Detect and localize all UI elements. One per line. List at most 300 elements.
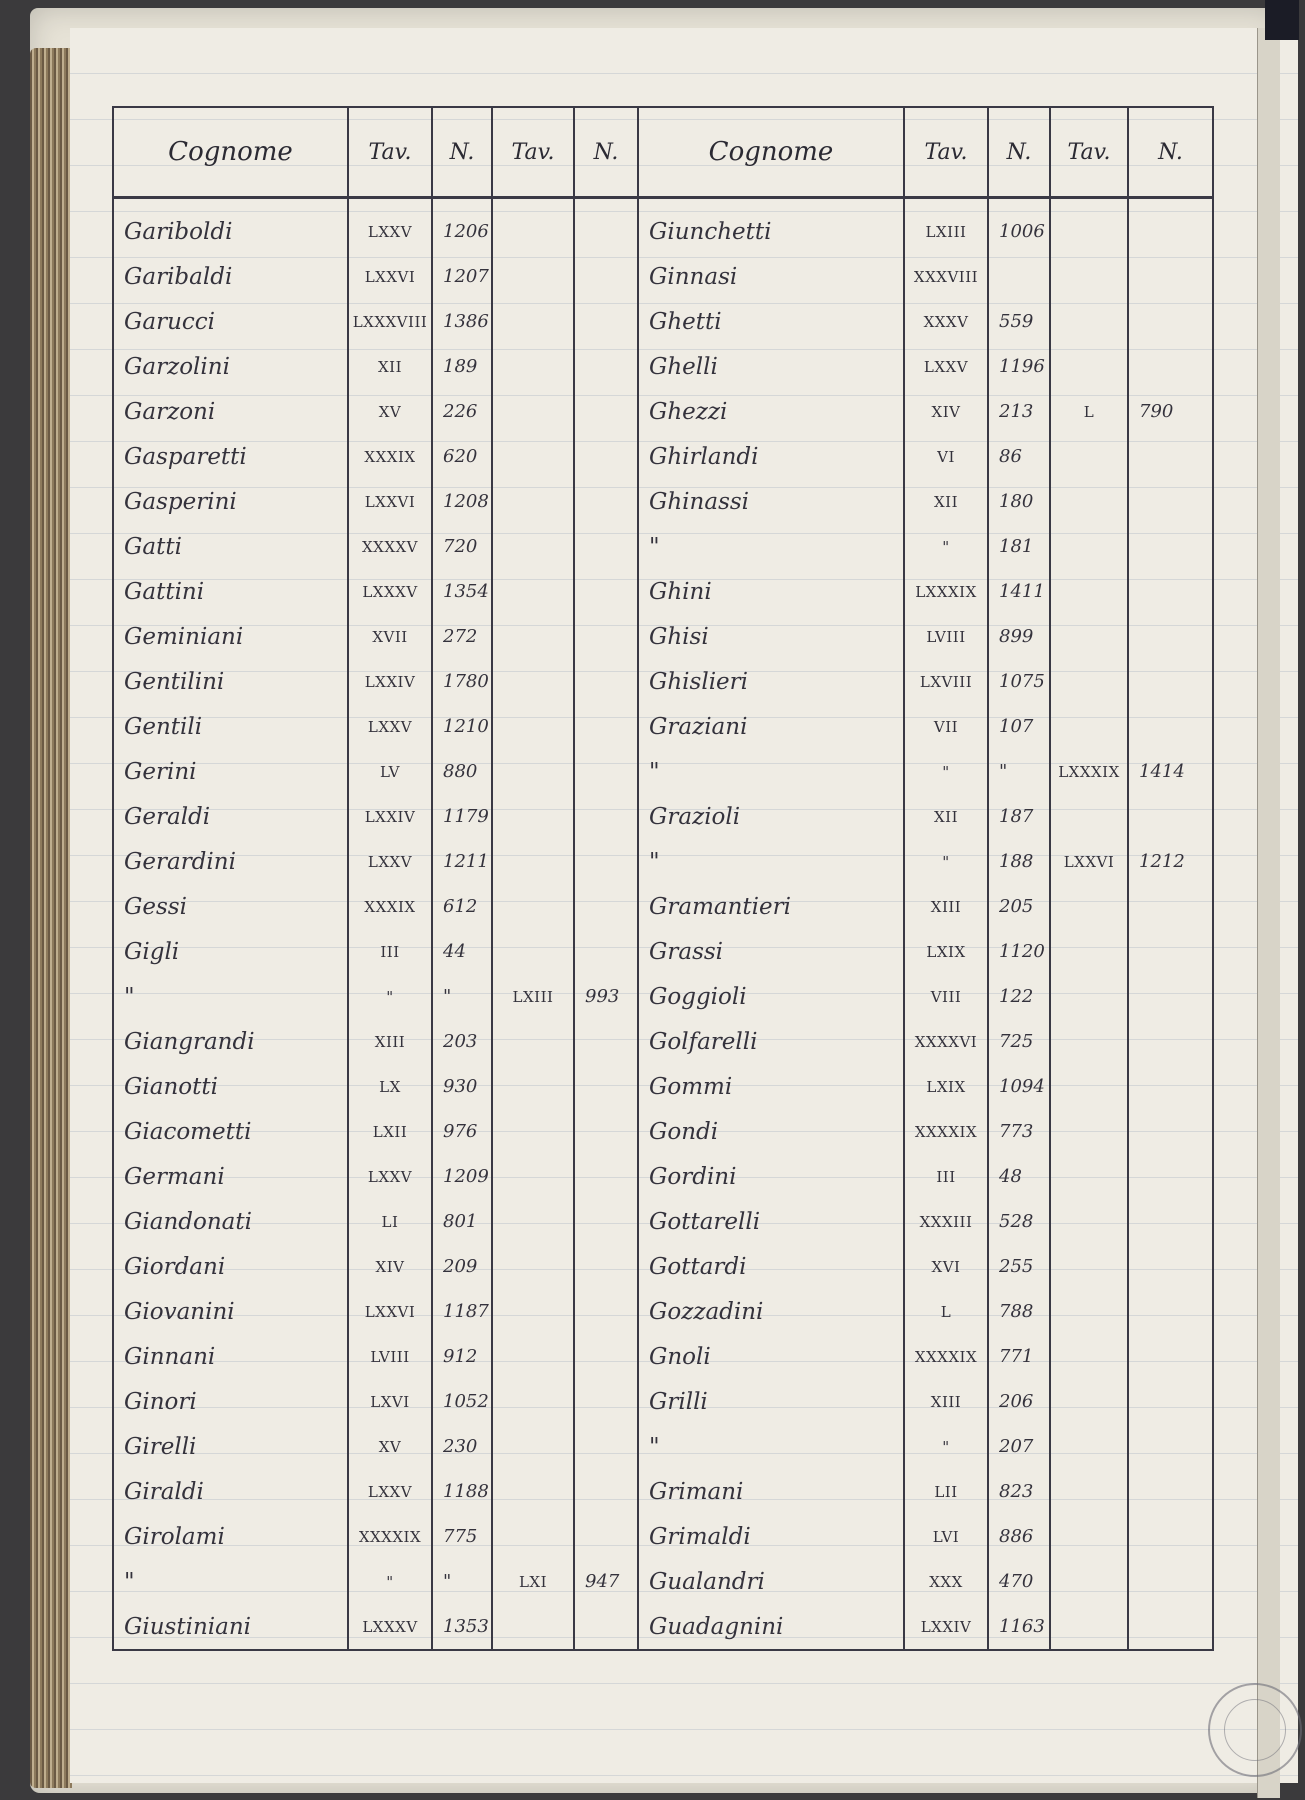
cell-tav2-left xyxy=(492,479,574,524)
cell-tav-right: L xyxy=(904,1289,988,1334)
surname-index-table xyxy=(112,106,1214,1651)
cell-num-left: 209 xyxy=(432,1244,492,1289)
cell-num2-right xyxy=(1128,1379,1213,1424)
table-row xyxy=(113,344,1213,389)
cell-tav-right: " xyxy=(904,1424,988,1469)
cell-tav2-right xyxy=(1050,1199,1128,1244)
cell-num2-left xyxy=(574,344,638,389)
cell-tav2-right xyxy=(1050,1514,1128,1559)
table-row xyxy=(113,254,1213,299)
cell-num2-right xyxy=(1128,659,1213,704)
table-row xyxy=(113,524,1213,569)
cell-surname-right: Grassi xyxy=(638,929,904,974)
cell-num2-left: 993 xyxy=(574,974,638,1019)
cell-surname-left: Giacometti xyxy=(113,1109,348,1154)
cell-surname-left: Garzolini xyxy=(113,344,348,389)
cell-num2-left xyxy=(574,1514,638,1559)
cell-num-right: 188 xyxy=(988,839,1050,884)
cell-tav2-left xyxy=(492,254,574,299)
cell-num-left: 1211 xyxy=(432,839,492,884)
cell-tav-right: III xyxy=(904,1154,988,1199)
cell-tav-left: LXXVI xyxy=(348,479,432,524)
header-surname-right: Cognome xyxy=(638,107,904,198)
cell-tav-left: XXXIX xyxy=(348,434,432,479)
cell-surname-left: Garzoni xyxy=(113,389,348,434)
cell-num-left: 1353 xyxy=(432,1604,492,1650)
table-row xyxy=(113,974,1213,1019)
cell-tav-right: XIV xyxy=(904,389,988,434)
cell-tav-right: LXIX xyxy=(904,1064,988,1109)
table-row xyxy=(113,1334,1213,1379)
cell-surname-left: Garucci xyxy=(113,299,348,344)
cell-surname-left: Giovanini xyxy=(113,1289,348,1334)
cell-tav2-left xyxy=(492,389,574,434)
cell-num2-right xyxy=(1128,1514,1213,1559)
table-row xyxy=(113,1289,1213,1334)
cell-tav2-left xyxy=(492,1199,574,1244)
cell-num-right: 213 xyxy=(988,389,1050,434)
cell-num2-left xyxy=(574,1154,638,1199)
cell-tav2-left xyxy=(492,659,574,704)
cell-num2-right xyxy=(1128,569,1213,614)
cell-surname-right: Guadagnini xyxy=(638,1604,904,1650)
cell-tav-right: LII xyxy=(904,1469,988,1514)
cell-tav-left: XIII xyxy=(348,1019,432,1064)
cell-tav-left: XXXIX xyxy=(348,884,432,929)
cell-surname-right: " xyxy=(638,839,904,884)
cell-num2-left xyxy=(574,1019,638,1064)
cell-num2-left xyxy=(574,1064,638,1109)
cell-num2-right xyxy=(1128,794,1213,839)
cell-tav-left: LI xyxy=(348,1199,432,1244)
cell-tav2-left xyxy=(492,1064,574,1109)
cell-surname-right: Gommi xyxy=(638,1064,904,1109)
cell-tav2-right xyxy=(1050,524,1128,569)
table-header-row xyxy=(113,107,1213,198)
cell-num-right: 1411 xyxy=(988,569,1050,614)
cell-tav2-left xyxy=(492,569,574,614)
cell-tav2-left xyxy=(492,839,574,884)
cell-num-left: 189 xyxy=(432,344,492,389)
cell-surname-left: Gerini xyxy=(113,749,348,794)
cell-tav-right: VI xyxy=(904,434,988,479)
cell-num-right: 107 xyxy=(988,704,1050,749)
cell-tav2-right xyxy=(1050,1019,1128,1064)
table-row xyxy=(113,1559,1213,1604)
cell-tav-right: XXXV xyxy=(904,299,988,344)
cell-num2-right: 1414 xyxy=(1128,749,1213,794)
cell-tav2-left xyxy=(492,1289,574,1334)
cell-tav2-right xyxy=(1050,1109,1128,1154)
table-row xyxy=(113,1604,1213,1650)
header-tav-right: Tav. xyxy=(904,107,988,198)
cell-surname-left: Gianotti xyxy=(113,1064,348,1109)
cell-tav-right: LXIX xyxy=(904,929,988,974)
cell-num-right: 886 xyxy=(988,1514,1050,1559)
cell-tav-left: " xyxy=(348,1559,432,1604)
cell-surname-right: Gottardi xyxy=(638,1244,904,1289)
cell-num-left: 880 xyxy=(432,749,492,794)
table-row xyxy=(113,794,1213,839)
cell-surname-right: Goggioli xyxy=(638,974,904,1019)
cell-tav-left: LXXVI xyxy=(348,1289,432,1334)
cell-surname-left: Gessi xyxy=(113,884,348,929)
cell-tav-right: " xyxy=(904,524,988,569)
cell-num2-left xyxy=(574,524,638,569)
cell-tav-right: VII xyxy=(904,704,988,749)
cell-num-right: 823 xyxy=(988,1469,1050,1514)
cell-tav-left: LXII xyxy=(348,1109,432,1154)
cell-surname-right: Ghezzi xyxy=(638,389,904,434)
cell-tav-left: XV xyxy=(348,1424,432,1469)
cell-tav2-right xyxy=(1050,1469,1128,1514)
cell-tav2-left xyxy=(492,1514,574,1559)
cell-tav-right: LVIII xyxy=(904,614,988,659)
cell-surname-right: Ghini xyxy=(638,569,904,614)
cell-tav-left: LXXV xyxy=(348,209,432,254)
cell-num2-left xyxy=(574,254,638,299)
cell-num2-left: 947 xyxy=(574,1559,638,1604)
table-row xyxy=(113,434,1213,479)
cell-tav-right: XXX xyxy=(904,1559,988,1604)
cell-tav2-right xyxy=(1050,974,1128,1019)
cell-num2-left xyxy=(574,1244,638,1289)
cell-tav-left: XIV xyxy=(348,1244,432,1289)
cell-tav-left: XII xyxy=(348,344,432,389)
cell-num2-right xyxy=(1128,974,1213,1019)
cell-num2-left xyxy=(574,389,638,434)
cell-num2-left xyxy=(574,569,638,614)
cell-num-right: 725 xyxy=(988,1019,1050,1064)
header-tav2-left: Tav. xyxy=(492,107,574,198)
cell-num-right: 1075 xyxy=(988,659,1050,704)
cell-tav-right: XXXXVI xyxy=(904,1019,988,1064)
book-page-edges xyxy=(30,48,72,1788)
cell-num-left: 1209 xyxy=(432,1154,492,1199)
cell-num-left: 912 xyxy=(432,1334,492,1379)
cell-num-left: " xyxy=(432,974,492,1019)
cell-surname-left: " xyxy=(113,1559,348,1604)
cell-tav2-left xyxy=(492,794,574,839)
cell-num2-right xyxy=(1128,929,1213,974)
cell-surname-left: Girelli xyxy=(113,1424,348,1469)
cell-num2-right xyxy=(1128,1244,1213,1289)
cell-num-right: 122 xyxy=(988,974,1050,1019)
cell-num-right: 1196 xyxy=(988,344,1050,389)
table-row xyxy=(113,1244,1213,1289)
cell-tav2-right xyxy=(1050,1289,1128,1334)
cell-num2-right xyxy=(1128,614,1213,659)
cell-num-right: 771 xyxy=(988,1334,1050,1379)
cell-surname-left: Girolami xyxy=(113,1514,348,1559)
cell-tav2-right xyxy=(1050,209,1128,254)
cell-surname-right: Ginnasi xyxy=(638,254,904,299)
cell-num-right: 1094 xyxy=(988,1064,1050,1109)
cell-surname-left: Giangrandi xyxy=(113,1019,348,1064)
cell-tav-left: LXXV xyxy=(348,704,432,749)
cell-tav-right: LXXV xyxy=(904,344,988,389)
cell-num-right: 206 xyxy=(988,1379,1050,1424)
cell-num-right: 48 xyxy=(988,1154,1050,1199)
cell-num2-left xyxy=(574,929,638,974)
cell-tav-right: XII xyxy=(904,479,988,524)
cell-num2-left xyxy=(574,884,638,929)
table-row xyxy=(113,839,1213,884)
cell-num-right: 187 xyxy=(988,794,1050,839)
cell-tav2-left xyxy=(492,884,574,929)
cell-num2-left xyxy=(574,704,638,749)
header-num2-right: N. xyxy=(1128,107,1213,198)
cell-num-right: 180 xyxy=(988,479,1050,524)
cell-num-right: " xyxy=(988,749,1050,794)
cell-tav2-right xyxy=(1050,569,1128,614)
table-row xyxy=(113,704,1213,749)
cell-num2-right xyxy=(1128,479,1213,524)
cell-num-left: 976 xyxy=(432,1109,492,1154)
table-row xyxy=(113,479,1213,524)
cell-num-left: 44 xyxy=(432,929,492,974)
cell-surname-left: " xyxy=(113,974,348,1019)
cell-num2-right xyxy=(1128,1469,1213,1514)
table-row xyxy=(113,614,1213,659)
cell-surname-right: Ghislieri xyxy=(638,659,904,704)
table-row xyxy=(113,1379,1213,1424)
cell-num-left: 1187 xyxy=(432,1289,492,1334)
cell-tav-right: LXIII xyxy=(904,209,988,254)
cell-num-left: 775 xyxy=(432,1514,492,1559)
cell-surname-left: Ginnani xyxy=(113,1334,348,1379)
cell-tav-left: LXXIV xyxy=(348,794,432,839)
cell-tav2-right xyxy=(1050,1559,1128,1604)
cell-num-right: 207 xyxy=(988,1424,1050,1469)
cell-num2-left xyxy=(574,209,638,254)
cell-tav2-left xyxy=(492,1244,574,1289)
cell-tav2-right xyxy=(1050,1379,1128,1424)
cell-tav2-left xyxy=(492,524,574,569)
cell-num-left: 1208 xyxy=(432,479,492,524)
cell-tav2-right xyxy=(1050,1604,1128,1650)
cell-tav2-left xyxy=(492,344,574,389)
table-row xyxy=(113,1064,1213,1109)
table-row xyxy=(113,1514,1213,1559)
cell-surname-left: Giustiniani xyxy=(113,1604,348,1650)
cell-tav-left: XVII xyxy=(348,614,432,659)
cell-num2-right: 790 xyxy=(1128,389,1213,434)
cell-surname-right: Ghelli xyxy=(638,344,904,389)
cell-tav2-left xyxy=(492,1469,574,1514)
cell-tav2-left xyxy=(492,434,574,479)
cell-tav-left: XV xyxy=(348,389,432,434)
cell-num-right: 528 xyxy=(988,1199,1050,1244)
table-body xyxy=(113,198,1213,1651)
cell-tav2-left: LXI xyxy=(492,1559,574,1604)
cell-tav-right: XXXVIII xyxy=(904,254,988,299)
cell-num2-left xyxy=(574,1109,638,1154)
cell-tav2-left xyxy=(492,1109,574,1154)
cell-surname-right: Gordini xyxy=(638,1154,904,1199)
cell-tav2-left xyxy=(492,614,574,659)
cell-num-left: 1188 xyxy=(432,1469,492,1514)
cell-num-left: 801 xyxy=(432,1199,492,1244)
cell-tav2-right: LXXXIX xyxy=(1050,749,1128,794)
cell-tav2-left xyxy=(492,1379,574,1424)
cell-tav2-right xyxy=(1050,884,1128,929)
cell-surname-right: Grazioli xyxy=(638,794,904,839)
cell-tav2-left xyxy=(492,704,574,749)
cell-num2-right xyxy=(1128,344,1213,389)
cell-surname-left: Gentili xyxy=(113,704,348,749)
cell-surname-left: Gatti xyxy=(113,524,348,569)
cell-tav2-left xyxy=(492,1154,574,1199)
cell-tav2-right xyxy=(1050,1244,1128,1289)
cell-tav2-right xyxy=(1050,1424,1128,1469)
cell-tav-left: LV xyxy=(348,749,432,794)
cell-num-right: 181 xyxy=(988,524,1050,569)
cell-surname-right: Golfarelli xyxy=(638,1019,904,1064)
header-num-right: N. xyxy=(988,107,1050,198)
cell-surname-right: " xyxy=(638,524,904,569)
cell-tav-left: LXXXV xyxy=(348,569,432,614)
cell-num2-left xyxy=(574,1334,638,1379)
cell-surname-left: Gattini xyxy=(113,569,348,614)
cell-tav-left: LXXV xyxy=(348,1154,432,1199)
cell-surname-left: Gasparetti xyxy=(113,434,348,479)
cell-num2-right xyxy=(1128,1334,1213,1379)
cell-surname-left: Giordani xyxy=(113,1244,348,1289)
table-row xyxy=(113,389,1213,434)
cell-tav2-right xyxy=(1050,299,1128,344)
table-row xyxy=(113,1154,1213,1199)
cell-tav-right: LXXXIX xyxy=(904,569,988,614)
cell-num2-left xyxy=(574,659,638,704)
cell-num2-right xyxy=(1128,1109,1213,1154)
cell-num2-right xyxy=(1128,524,1213,569)
cell-surname-left: Geraldi xyxy=(113,794,348,839)
cell-tav-left: LX xyxy=(348,1064,432,1109)
facing-page-edge xyxy=(1257,28,1280,1798)
cell-tav2-right: LXXVI xyxy=(1050,839,1128,884)
cell-num2-right xyxy=(1128,1199,1213,1244)
table-row xyxy=(113,884,1213,929)
cell-tav2-left xyxy=(492,1019,574,1064)
cell-tav-right: XIII xyxy=(904,884,988,929)
library-stamp xyxy=(1208,1683,1302,1777)
cell-tav2-left: LXIII xyxy=(492,974,574,1019)
table-row xyxy=(113,299,1213,344)
cell-num-left: 1207 xyxy=(432,254,492,299)
cell-tav-left: " xyxy=(348,974,432,1019)
cell-num-left: " xyxy=(432,1559,492,1604)
cell-num-right: 559 xyxy=(988,299,1050,344)
cell-num-left: 1052 xyxy=(432,1379,492,1424)
spacer-row xyxy=(113,198,1213,210)
cell-surname-right: Grimani xyxy=(638,1469,904,1514)
cell-tav-left: LXXIV xyxy=(348,659,432,704)
cell-surname-left: Giandonati xyxy=(113,1199,348,1244)
cell-surname-right: Gozzadini xyxy=(638,1289,904,1334)
cell-num2-right xyxy=(1128,1604,1213,1650)
cell-num-right: 773 xyxy=(988,1109,1050,1154)
table-row xyxy=(113,1019,1213,1064)
cell-num2-right xyxy=(1128,209,1213,254)
cell-surname-right: " xyxy=(638,1424,904,1469)
cell-num-left: 930 xyxy=(432,1064,492,1109)
cell-surname-right: Giunchetti xyxy=(638,209,904,254)
cell-num-right: 205 xyxy=(988,884,1050,929)
cell-num-left: 1780 xyxy=(432,659,492,704)
cell-num-right: 1006 xyxy=(988,209,1050,254)
cell-surname-left: Ginori xyxy=(113,1379,348,1424)
cell-surname-right: Gottarelli xyxy=(638,1199,904,1244)
cell-num2-left xyxy=(574,839,638,884)
cell-surname-left: Germani xyxy=(113,1154,348,1199)
header-num2-left: N. xyxy=(574,107,638,198)
cell-tav-right: XXXIII xyxy=(904,1199,988,1244)
cell-tav-right: XXXXIX xyxy=(904,1109,988,1154)
cell-tav-left: LXXXVIII xyxy=(348,299,432,344)
cell-num2-right xyxy=(1128,704,1213,749)
cell-surname-left: Gigli xyxy=(113,929,348,974)
cell-num-left: 1206 xyxy=(432,209,492,254)
cell-num-right: 86 xyxy=(988,434,1050,479)
cell-num2-left xyxy=(574,614,638,659)
cell-tav2-right xyxy=(1050,929,1128,974)
cell-tav2-left xyxy=(492,749,574,794)
cell-num2-left xyxy=(574,1379,638,1424)
header-tav2-right: Tav. xyxy=(1050,107,1128,198)
cell-num-left: 1386 xyxy=(432,299,492,344)
cell-tav2-right xyxy=(1050,1334,1128,1379)
cell-tav-left: XXXXIX xyxy=(348,1514,432,1559)
cell-tav-left: III xyxy=(348,929,432,974)
cell-tav-left: LVIII xyxy=(348,1334,432,1379)
cell-tav2-left xyxy=(492,209,574,254)
cell-tav-left: LXXVI xyxy=(348,254,432,299)
table-row xyxy=(113,209,1213,254)
cell-num-left: 1210 xyxy=(432,704,492,749)
cell-surname-left: Geminiani xyxy=(113,614,348,659)
table-row xyxy=(113,659,1213,704)
cell-tav-right: LXXIV xyxy=(904,1604,988,1650)
cell-surname-right: Ghirlandi xyxy=(638,434,904,479)
cell-num2-right: 1212 xyxy=(1128,839,1213,884)
cell-tav-right: " xyxy=(904,839,988,884)
cell-surname-right: Gualandri xyxy=(638,1559,904,1604)
cell-num2-right xyxy=(1128,1019,1213,1064)
cell-tav-right: LVI xyxy=(904,1514,988,1559)
cell-num-left: 230 xyxy=(432,1424,492,1469)
cell-surname-left: Giraldi xyxy=(113,1469,348,1514)
stamp-emblem-icon xyxy=(1224,1699,1286,1761)
table-row xyxy=(113,749,1213,794)
cell-surname-right: Grilli xyxy=(638,1379,904,1424)
cell-surname-left: Gerardini xyxy=(113,839,348,884)
cell-tav-left: LXXXV xyxy=(348,1604,432,1650)
cell-tav-right: XXXXIX xyxy=(904,1334,988,1379)
cell-num2-left xyxy=(574,479,638,524)
cell-num2-right xyxy=(1128,299,1213,344)
cell-surname-right: Ghinassi xyxy=(638,479,904,524)
cell-tav2-right xyxy=(1050,659,1128,704)
cell-num2-right xyxy=(1128,434,1213,479)
cell-num2-left xyxy=(574,434,638,479)
cell-tav2-left xyxy=(492,299,574,344)
cell-surname-right: Gondi xyxy=(638,1109,904,1154)
cell-num-right: 1120 xyxy=(988,929,1050,974)
cell-tav-left: LXVI xyxy=(348,1379,432,1424)
cell-tav2-right xyxy=(1050,1154,1128,1199)
cell-tav2-right xyxy=(1050,1064,1128,1109)
